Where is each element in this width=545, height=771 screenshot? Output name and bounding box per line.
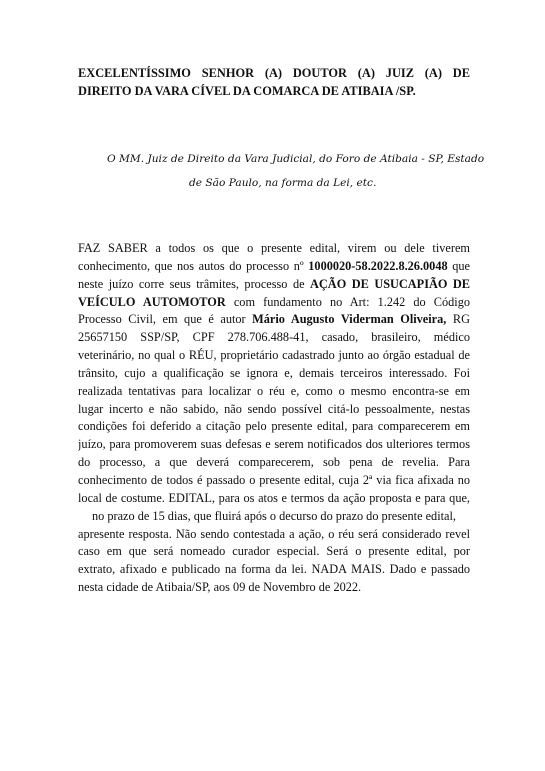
- plaintiff-name: Mário Augusto Viderman Oliveira,: [252, 312, 447, 327]
- action-type-part-1: AÇÃO DE USUCAPIÃO DE: [310, 276, 470, 291]
- body-text-segment: conhecimento, que nos autos do processo nº: [78, 258, 309, 273]
- judge-preamble: [78, 147, 485, 195]
- edital-body: [78, 240, 470, 597]
- body-line: 25657150 SSP/SP, CPF 278.706.488-41, casado, brasileiro, médico: [78, 330, 470, 345]
- body-text-segment: neste juízo corre seus trâmites, processo de: [78, 276, 311, 291]
- body-line: do processo, a que deverá comparecerem, sob pena de revelia. Para: [78, 455, 470, 470]
- body-line: apresente resposta. Não sendo contestada a ação, o réu será considerado revel: [78, 526, 470, 541]
- body-line: extrato, afixado e publicado na forma da lei. NADA MAIS. Dado e passado: [78, 562, 470, 577]
- body-line: juízo, para promoverem suas defesas e serem notificados dos ulteriores termos: [78, 437, 470, 452]
- body-line-closing: nesta cidade de Atibaia/SP, aos 09 de Novembro de 2022.: [78, 580, 362, 595]
- body-line: veterinário, no qual o RÉU, proprietário cadastrado junto ao órgão estadual de: [78, 348, 470, 363]
- document-heading: [78, 64, 470, 100]
- body-text-segment: Processo Civil, em que é autor: [78, 312, 253, 327]
- body-line: [78, 276, 470, 294]
- body-line: no prazo de 15 dias, que fluirá após o decurso do prazo do presente edital,: [91, 508, 456, 523]
- body-text-segment: que: [447, 258, 470, 273]
- action-type-part-2: VEÍCULO AUTOMOTOR: [78, 294, 226, 309]
- body-line: realizada tentativas para localizar o réu e, como o mesmo encontra-se em: [78, 383, 470, 398]
- body-line: [78, 311, 470, 329]
- body-line: [78, 258, 470, 276]
- body-text-segment: RG: [446, 312, 470, 327]
- body-line: condições foi deferido a citação pelo presente edital, para comparecerem em: [78, 419, 470, 434]
- body-line: [78, 294, 470, 312]
- body-line: lugar incerto e não sabido, não sendo possível citá-lo pessoalmente, nestas: [78, 401, 470, 416]
- body-text-segment: com fundamento no Art: 1.242 do Código: [225, 294, 470, 309]
- body-line: caso em que será nomeado curador especial. Será o presente edital, por: [78, 544, 470, 559]
- body-line: FAZ SABER a todos os que o presente edital, virem ou dele tiverem: [78, 241, 470, 255]
- body-line: conhecimento de todos é passado o presente edital, cuja 2ª via fica afixada no: [78, 472, 470, 487]
- preamble-line-1: O MM. Juiz de Direito da Vara Judicial, do Foro de Atibaia - SP, Estado: [107, 153, 485, 165]
- heading-line-2: DIREITO DA VARA CÍVEL DA COMARCA DE ATIBAIA /SP.: [78, 84, 416, 98]
- body-line: local de costume. EDITAL, para os atos e termos da ação proposta e para que,: [78, 490, 470, 505]
- body-line: trânsito, cujo a qualificação se ignora e, demais terceiros interessado. Foi: [78, 365, 470, 380]
- preamble-line-2: de São Paulo, na forma da Lei, etc.: [189, 177, 377, 189]
- heading-line-1: EXCELENTÍSSIMO SENHOR (A) DOUTOR (A) JUIZ (A) DE: [78, 66, 470, 80]
- process-number: 1000020-58.2022.8.26.0048: [308, 258, 448, 273]
